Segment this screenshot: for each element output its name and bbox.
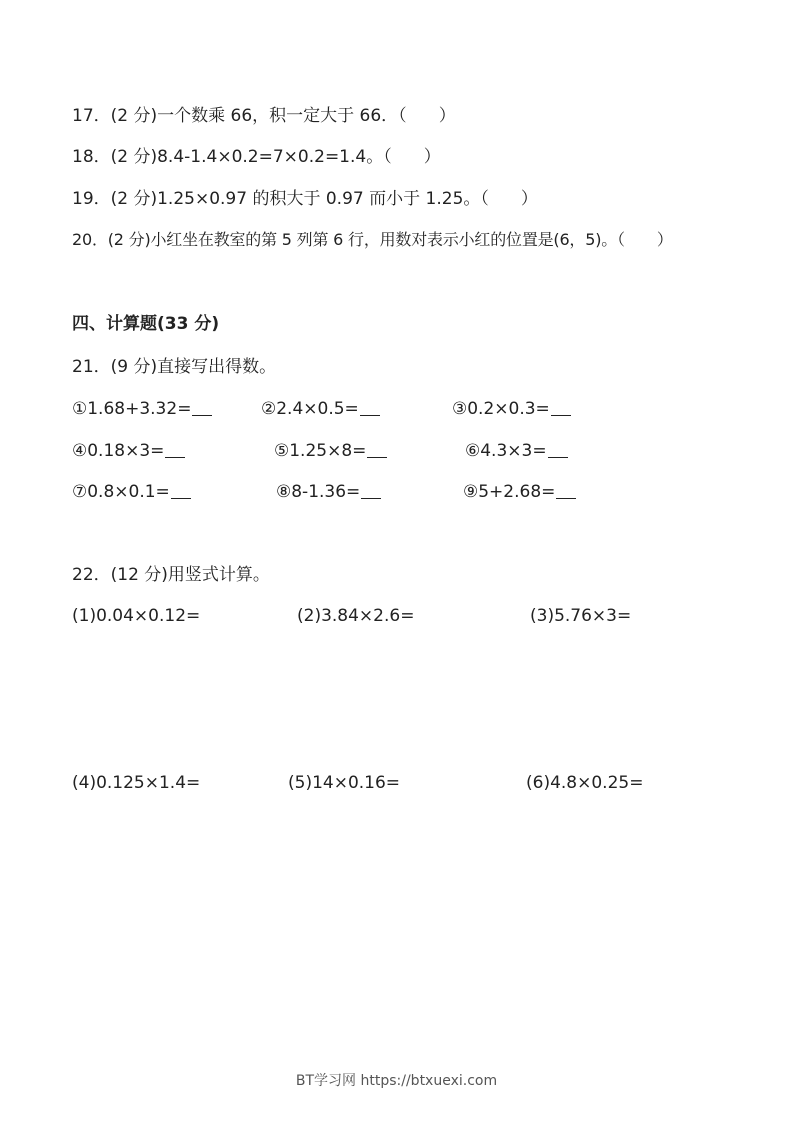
q22-item-5: (5)14×0.16= <box>288 773 401 793</box>
q22-item-1: (1)0.04×0.12= <box>72 606 201 626</box>
answer-blank[interactable] <box>192 397 212 416</box>
question-20-stem: 20．(2 分)小红坐在教室的第 5 列第 6 行，用数对表示小红的位置是(6，5)。（ <box>72 230 625 249</box>
q21-item-4: ④0.18×3= <box>72 439 185 462</box>
answer-blank[interactable] <box>367 439 387 458</box>
question-19-stem: 19．(2 分)1.25×0.97 的积大于 0.97 而小于 1.25。（ <box>72 189 489 209</box>
answer-blank[interactable] <box>556 480 576 499</box>
question-22-stem: 22．(12 分)用竖式计算。 <box>72 565 270 585</box>
q21-item-2: ②2.4×0.5= <box>261 397 380 420</box>
question-21-stem: 21．(9 分)直接写出得数。 <box>72 357 277 377</box>
question-18-stem: 18．(2 分)8.4-1.4×0.2=7×0.2=1.4。（ <box>72 147 392 167</box>
question-19 <box>72 188 538 210</box>
q22-item-3: (3)5.76×3= <box>530 606 632 626</box>
question-17-stem: 17．(2 分)一个数乘 66，积一定大于 66．（ <box>72 106 407 126</box>
question-20-close-paren: ） <box>656 230 673 249</box>
q22-item-2: (2)3.84×2.6= <box>297 606 415 626</box>
q21-item-8: ⑧8-1.36= <box>276 480 381 503</box>
question-19-close-paren: ） <box>520 189 538 209</box>
answer-blank[interactable] <box>361 480 381 499</box>
section-4-heading: 四、计算题(33 分) <box>72 314 220 334</box>
q21-item-6: ⑥4.3×3= <box>465 439 568 462</box>
answer-blank[interactable] <box>360 397 380 416</box>
answer-blank[interactable] <box>171 480 191 499</box>
q21-item-5: ⑤1.25×8= <box>274 439 387 462</box>
q22-item-4: (4)0.125×1.4= <box>72 773 201 793</box>
answer-blank[interactable] <box>551 397 571 416</box>
question-18-close-paren: ） <box>423 147 441 167</box>
footer-watermark: BT学习网 https://btxuexi.com <box>295 1073 498 1089</box>
q21-item-3: ③0.2×0.3= <box>452 397 571 420</box>
question-17 <box>72 105 456 127</box>
q22-item-6: (6)4.8×0.25= <box>526 773 644 793</box>
q21-item-9: ⑨5+2.68= <box>463 480 576 503</box>
q21-item-1: ①1.68+3.32= <box>72 397 212 420</box>
q21-item-7: ⑦0.8×0.1= <box>72 480 191 503</box>
answer-blank[interactable] <box>548 439 568 458</box>
question-17-close-paren: ） <box>438 106 456 126</box>
question-20 <box>72 229 673 251</box>
question-18 <box>72 146 441 168</box>
answer-blank[interactable] <box>165 439 185 458</box>
